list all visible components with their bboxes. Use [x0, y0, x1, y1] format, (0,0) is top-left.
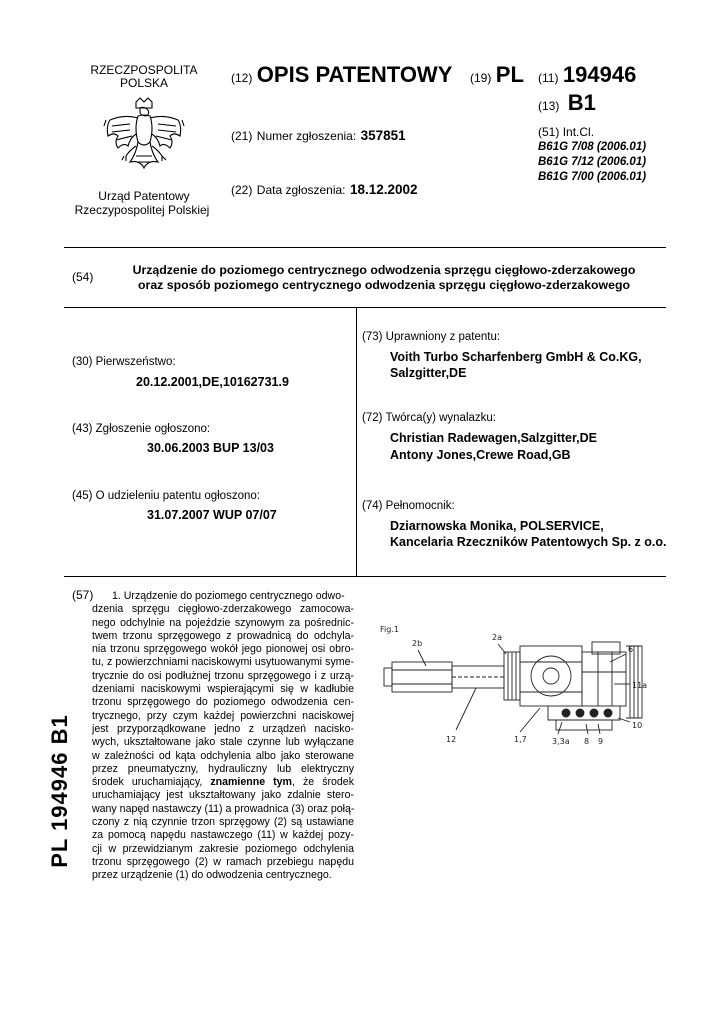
- granted-value: 31.07.2007 WUP 07/07: [147, 508, 277, 522]
- figure-label: 3,3a: [552, 737, 570, 746]
- abstract-line: za pomocą napędu nastawczego (11) w każdej pozy-: [92, 829, 354, 842]
- eagle-emblem-icon: [100, 96, 188, 182]
- abstract-line: dzeniami naciskowymi wspierającymi się w kadłubie: [92, 683, 354, 696]
- attorney-line-2: Kancelaria Rzeczników Patentowych Sp. z o.o.: [390, 535, 667, 549]
- abstract-line: dzenia sprzęgu cięgłowo-zderzakowego zamocowa-: [92, 603, 354, 616]
- abstract-line: przez pneumatyczny, hydrauliczny lub elektryczny: [92, 762, 354, 775]
- abstract-line: środek uruchamiający,: [92, 776, 203, 789]
- code-51: (51): [538, 125, 560, 139]
- figure-label: 2b: [412, 639, 423, 648]
- owner-line-2: Salzgitter,DE: [390, 366, 467, 380]
- figure-label: 8: [584, 737, 590, 746]
- abstract-line: tu, z powierzchniami naciskowymi usytuowanymi syme-: [92, 656, 354, 669]
- patent-office-block: [74, 189, 214, 217]
- country-code: PL: [495, 62, 524, 87]
- abstract-text: [92, 590, 354, 883]
- divider-vertical: [356, 307, 357, 576]
- code-12: (12): [231, 71, 253, 85]
- inventor-1: Christian Radewagen,Salzgitter,DE: [390, 431, 597, 445]
- code-54: (54): [72, 270, 94, 284]
- figure-label: 10: [632, 721, 643, 730]
- abstract-line: uruchamiający jest ukształtowany jako zdalnie stero-: [92, 789, 354, 802]
- document-type-line: [231, 62, 452, 88]
- abstract-line: twem trzonu sprzęgowego z prowadnicą do odchyla-: [92, 629, 354, 642]
- title-line-2: oraz sposób poziomego centrycznego odwodzenia sprzęgu cięgłowo-zderzakowego: [138, 278, 630, 292]
- application-number-label: Numer zgłoszenia:: [256, 129, 357, 143]
- published-label: (43) Zgłoszenie ogłoszono:: [72, 423, 211, 435]
- kind-code-line: [538, 90, 596, 116]
- abstract-line: jest przyporządkowane jedno z urządzeń nacisko-: [92, 722, 354, 735]
- patent-number-line: [538, 62, 636, 88]
- owner-value: [390, 349, 642, 381]
- figure-label: 11a: [632, 681, 648, 690]
- title-line-1: Urządzenie do poziomego centrycznego odwodzenia sprzęgu cięgłowo-zderzakowego: [132, 263, 636, 277]
- abstract-line-emphasis: [92, 776, 354, 789]
- country-code-line: [470, 62, 524, 88]
- issuer-block: [74, 64, 214, 90]
- attorney-value: [390, 518, 666, 550]
- invention-title: [104, 263, 664, 293]
- code-13: (13): [538, 99, 560, 113]
- ipc-class-3: B61G 7/00 (2006.01): [538, 171, 647, 183]
- abstract-line: cji w przewidzianym zakresie poziomego odchylenia: [92, 842, 354, 855]
- divider-top: [64, 247, 666, 248]
- country-name-line2: POLSKA: [119, 76, 169, 90]
- owner-label: (73) Uprawniony z patentu:: [362, 331, 501, 343]
- figure-label: 12: [446, 735, 457, 744]
- abstract-line: nia trzonu sprzęgowego wokół jego pionowej osi obro-: [92, 643, 354, 656]
- filing-date: 18.12.2002: [349, 182, 418, 197]
- application-number-line: [231, 127, 406, 145]
- abstract-line: trzonu sprzęgowego (2) w ramach przebiegu napędu: [92, 855, 354, 868]
- ipc-class-1: B61G 7/08 (2006.01): [538, 141, 647, 153]
- filing-date-label: Data zgłoszenia:: [256, 183, 346, 197]
- abstract-line: 1. Urządzenie do poziomego centrycznego odwo-: [112, 590, 345, 602]
- figure-title: Fig.1: [380, 625, 399, 634]
- classification-block: [538, 125, 646, 185]
- priority-value: 20.12.2001,DE,10162731.9: [136, 375, 289, 389]
- abstract-line: czony z nią czynnie trzon sprzęgowy (2) są ustawiane: [92, 816, 354, 829]
- granted-label: (45) O udzieleniu patentu ogłoszono:: [72, 490, 260, 502]
- office-name-line1: Urząd Patentowy: [98, 189, 190, 203]
- code-22: (22): [231, 183, 253, 197]
- priority-label: (30) Pierwszeństwo:: [72, 356, 176, 368]
- attorney-label: (74) Pełnomocnik:: [362, 500, 455, 512]
- code-11: (11): [538, 71, 559, 85]
- owner-line-1: Voith Turbo Scharfenberg GmbH & Co.KG,: [390, 350, 642, 364]
- characterizing-tail: , że środek: [291, 776, 354, 789]
- office-name-line2: Rzeczypospolitej Polskiej: [74, 203, 210, 217]
- published-value: 30.06.2003 BUP 13/03: [147, 441, 274, 455]
- int-cl-label: Int.Cl.: [562, 125, 595, 139]
- side-patent-label: PL 194946 B1: [47, 714, 72, 868]
- figure-label: 6: [628, 645, 634, 654]
- abstract-line: wany napęd nastawczy (11) a prowadnica (3) oraz połą-: [92, 802, 355, 815]
- abstract-line: wych, ukształtowane jako stale czynne lub wyłączane: [92, 736, 354, 749]
- divider-bibliographic: [64, 576, 666, 577]
- attorney-line-1: Dziarnowska Monika, POLSERVICE,: [390, 519, 604, 533]
- abstract-line: przez urządzenie (1) do odwodzenia centrycznego.: [92, 869, 332, 882]
- country-name-line1: RZECZPOSPOLITA: [90, 63, 198, 77]
- abstract-line: w zależności od kąta odchylenia albo jako sterowane: [92, 749, 354, 762]
- characterizing-phrase: znamienne tym: [210, 776, 292, 789]
- figure-label: 2a: [492, 633, 502, 642]
- patent-figure: [380, 622, 670, 752]
- code-57: (57): [72, 588, 94, 602]
- kind-code: B1: [567, 90, 596, 115]
- abstract-line: trycznego, przy czym każdej powierzchni naciskowej: [92, 709, 354, 722]
- inventors-value: [390, 430, 597, 464]
- figure-label: 1,7: [514, 735, 527, 744]
- abstract-line: trzonu sprzęgowego do poziomego odwodzenia cen-: [92, 696, 354, 709]
- patent-number: 194946: [562, 62, 637, 87]
- application-number: 357851: [360, 128, 406, 143]
- document-type: OPIS PATENTOWY: [256, 62, 453, 87]
- figure-label: 9: [598, 737, 604, 746]
- abstract-line: nego odchylnie na pojeździe szynowym za pośrednic-: [92, 616, 354, 629]
- code-21: (21): [231, 129, 253, 143]
- ipc-class-2: B61G 7/12 (2006.01): [538, 156, 647, 168]
- code-19: (19): [470, 71, 492, 85]
- filing-date-line: [231, 181, 418, 199]
- divider-title: [64, 307, 666, 308]
- inventors-label: (72) Twórca(y) wynalazku:: [362, 412, 496, 424]
- inventor-2: Antony Jones,Crewe Road,GB: [390, 448, 571, 462]
- abstract-line: trycznie do osi podłużnej trzonu sprzęgowego i z urzą-: [92, 669, 354, 682]
